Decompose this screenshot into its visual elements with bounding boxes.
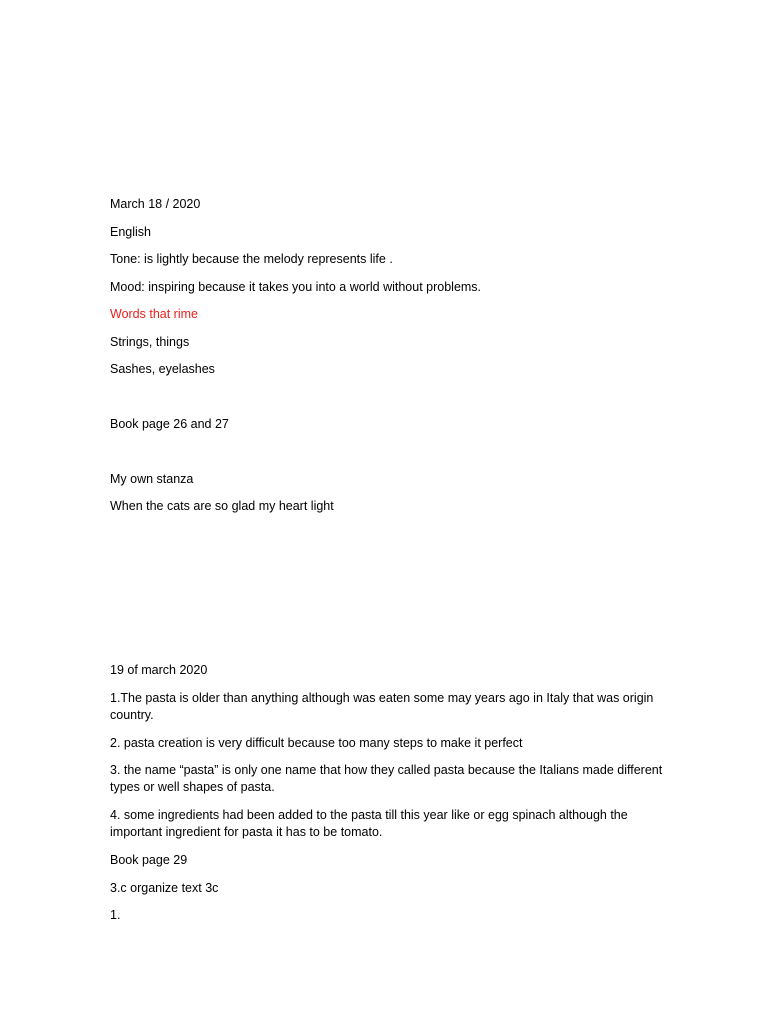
mood-line: Mood: inspiring because it takes you into a world without problems. <box>110 280 482 294</box>
list-start: 1. <box>110 908 121 922</box>
organize-text-line: 3.c organize text 3c <box>110 881 219 895</box>
subject-label: English <box>110 225 151 239</box>
stanza-heading: My own stanza <box>110 472 194 486</box>
rhyme-heading: Words that rime <box>110 307 198 321</box>
date-19-march: 19 of march 2020 <box>110 663 208 677</box>
pasta-item-4: 4. some ingredients had been added to the pasta till this year like or egg spinach although the important ingredient for pasta it has to be tomato. <box>110 808 628 839</box>
book-page-26-27: Book page 26 and 27 <box>110 417 229 431</box>
rhyme-pair-sashes: Sashes, eyelashes <box>110 362 215 376</box>
pasta-item-1: 1.The pasta is older than anything although was eaten some may years ago in Italy that was origin country. <box>110 691 654 722</box>
rhyme-pair-strings: Strings, things <box>110 335 190 349</box>
date-march-18: March 18 / 2020 <box>110 197 201 211</box>
tone-line: Tone: is lightly because the melody represents life . <box>110 252 393 266</box>
book-page-29: Book page 29 <box>110 853 188 867</box>
pasta-item-3: 3. the name “pasta” is only one name that how they called pasta because the Italians made different types or well shapes of pasta. <box>110 763 663 794</box>
pasta-item-2: 2. pasta creation is very difficult because too many steps to make it perfect <box>110 736 523 750</box>
stanza-line: When the cats are so glad my heart light <box>110 499 334 513</box>
